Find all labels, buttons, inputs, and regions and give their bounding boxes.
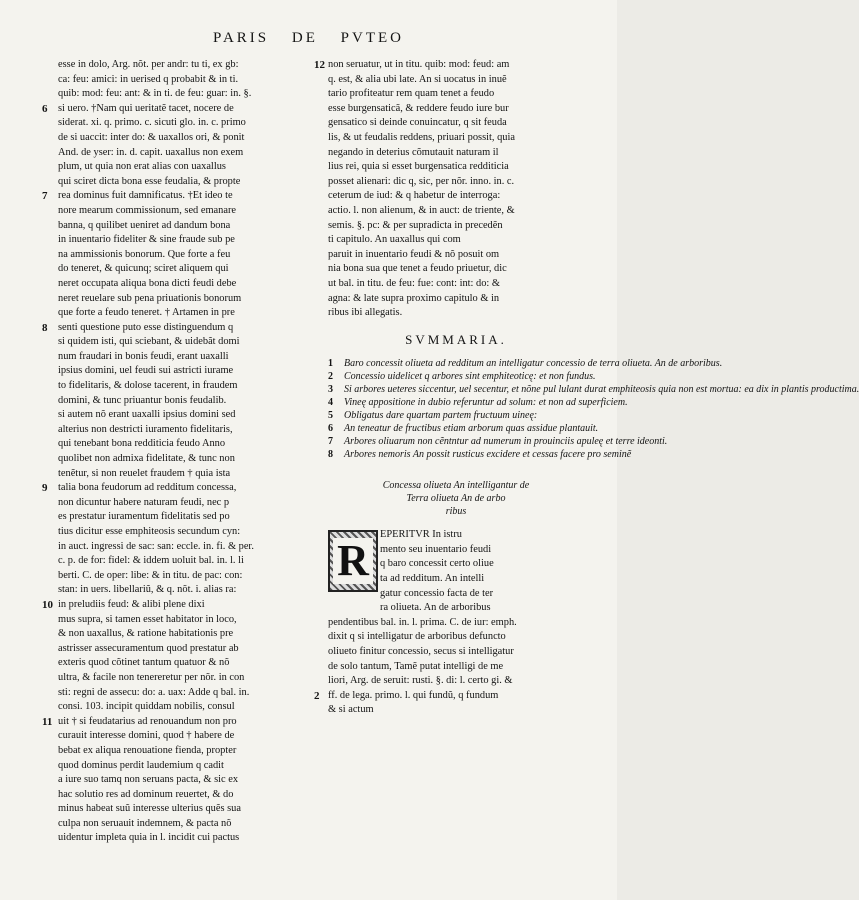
text-line xyxy=(58,146,310,161)
margin-number: 12 xyxy=(314,59,325,71)
line-text: semis. §. pc: & per supradicta in precedẽn xyxy=(328,219,503,231)
line-text: stan: in uers. libellariũ, & q. nõt. i. alias ra: xyxy=(58,584,237,596)
text-line xyxy=(328,116,584,131)
summary-item xyxy=(328,409,584,422)
text-line xyxy=(58,219,310,234)
text-line xyxy=(328,87,584,102)
margin-number: 8 xyxy=(42,321,48,334)
summary-text: Arbores nemoris An possit rusticus excidere et cessas facere pro seminẽ xyxy=(344,449,632,461)
left-column xyxy=(42,58,310,846)
line-text: rea dominus fuit damnificatus. †Et ideo te xyxy=(58,190,233,202)
line-text: qui sciret dicta bona esse feudalia, & propte xyxy=(58,175,241,187)
line-text: pendentibus bal. in. l. prima. C. de iur: emph. xyxy=(328,616,517,628)
line-text: liori, Arg. de seruit: rusti. §. di: l. certo gi. & xyxy=(328,675,513,687)
text-line xyxy=(58,131,310,146)
text-line xyxy=(58,350,310,365)
text-line xyxy=(314,689,584,704)
text-line xyxy=(42,481,310,496)
line-text: to fidelitaris, & dolose tacerent, in fraudem xyxy=(58,380,238,392)
line-text: minus habeat suũ interesse ulterius quẽs sua xyxy=(58,803,241,815)
line-text: ipsius domini, uel feudi sui astricti iurame xyxy=(58,365,234,377)
line-text: & non uaxallus, & ratione habitationis pre xyxy=(58,628,234,640)
line-text: talia bona feudorum ad redditum concessa, xyxy=(58,482,237,494)
text-line xyxy=(42,715,310,730)
line-text: bebat ex aliqua renouatione fienda, propter xyxy=(58,744,237,756)
line-text: uit † si feudatarius ad renouandum non pro xyxy=(58,715,237,727)
summary-item xyxy=(328,396,628,409)
line-text: esse burgensaticã, & reddere feudo iure bur xyxy=(328,102,509,114)
text-line xyxy=(58,437,310,452)
line-text: ceterum de iud: & q habetur de interroga: xyxy=(328,190,501,202)
line-text: es prestatur iuramentum fidelitatis sed po xyxy=(58,511,230,523)
text-line xyxy=(42,189,310,204)
summaria-list xyxy=(328,357,859,461)
summary-number: 6 xyxy=(328,423,333,435)
line-text: ut bal. in titu. de feu: fue: cont: int: do: & xyxy=(328,277,500,289)
line-text: quib: mod: feu: ant: & in ti. de feu: guar: in. §. xyxy=(58,88,252,100)
line-text: siderat. xi. q. primo. c. sicuti glo. in. c. primo xyxy=(58,117,246,129)
chapter-heading-line: Terra oliueta An de arbo xyxy=(406,493,506,505)
opening-line: q baro concessit certo oliue xyxy=(380,558,494,570)
text-line xyxy=(58,452,310,467)
text-line xyxy=(328,73,584,88)
text-line xyxy=(328,131,584,146)
text-line xyxy=(328,660,584,675)
line-text: tius dicitur esse emphiteosis secundum cyn: xyxy=(58,526,241,537)
line-text: esse in dolo, Arg. nõt. per andr: tu ti, ex gb: xyxy=(58,59,239,70)
summary-text: Arbores oliuarum non cẽntntur ad numerum in prouinciis apuleę et terre ideonti. xyxy=(344,436,668,448)
running-header xyxy=(0,30,617,47)
text-line xyxy=(58,379,310,394)
chapter-heading-line: ribus xyxy=(445,506,467,518)
line-text: in inuentario fideliter & sine fraude sub pe xyxy=(58,234,235,246)
line-text: ti capitulo. An uaxallus qui com xyxy=(328,234,461,246)
summary-item xyxy=(328,422,599,435)
text-line xyxy=(58,116,310,131)
initial-letter: R xyxy=(333,538,373,584)
line-text: gensatico si deinde conuincatur, q sit feuda xyxy=(328,117,507,129)
line-text: domini, & tunc priuantur bonis feudalib. xyxy=(58,394,227,406)
line-text: in auct. ingressi de sac: san: eccle. in. fi. & per. xyxy=(58,540,254,552)
text-line xyxy=(58,656,310,671)
text-line xyxy=(58,759,310,774)
text-line xyxy=(328,233,584,248)
text-line xyxy=(58,583,310,598)
line-text: ribus ibi allegatis. xyxy=(328,307,403,319)
line-text: negando in deterius cõmutauit naturam il xyxy=(328,146,499,158)
text-line xyxy=(328,204,584,219)
line-text: oliueto finitur concessio, secus si intelligatur xyxy=(328,646,514,658)
text-line xyxy=(58,73,310,88)
line-text: na ammissionis bonorum. Que forte a feu xyxy=(58,248,231,260)
chapter-heading xyxy=(328,479,584,518)
line-text: & si actum xyxy=(328,704,374,716)
text-line xyxy=(328,645,584,660)
text-line xyxy=(314,58,584,73)
text-line xyxy=(58,802,310,817)
text-line xyxy=(58,408,310,423)
line-text: tenẽtur, si non reuelet fraudem † quia ista xyxy=(58,467,231,479)
line-text: neret reuelare sub pena priuationis bonorum xyxy=(58,292,242,304)
summary-text: Concessio uidelicet q arbores sint emphiteoticę: et non fundus. xyxy=(344,371,596,383)
text-line xyxy=(328,146,584,161)
text-line xyxy=(58,277,310,292)
line-text: lius rei, quia si esset burgensatica redditicia xyxy=(328,161,509,173)
line-text: neret occupata aliqua bona dicti feudi debe xyxy=(58,277,237,289)
summary-item xyxy=(328,370,596,383)
margin-number: 7 xyxy=(42,190,48,203)
line-text: agna: & late supra proximo capitulo & in xyxy=(328,292,500,304)
summary-text: An teneatur de fructibus etiam arborum quas assidue plantauit. xyxy=(344,423,599,435)
line-text: ca: feu: amici: in uerised q probabit & in ti. xyxy=(58,73,239,85)
line-text: berti. C. de oper: libe: & in titu. de pac: con: xyxy=(58,569,243,581)
text-line xyxy=(328,175,584,190)
text-line xyxy=(58,510,310,525)
line-text: quolibet non admixa fidelitate, & tunc non xyxy=(58,453,235,465)
line-text: uidentur impleta quia in l. incidit cui pactus xyxy=(58,832,240,844)
text-line xyxy=(58,773,310,788)
text-line xyxy=(58,335,310,350)
text-line xyxy=(58,394,310,409)
line-text: actio. l. non alienum, & in auct: de triente, & xyxy=(328,204,515,216)
line-text: banna, q quilibet ueniret ad dandum bona xyxy=(58,219,231,231)
text-line xyxy=(58,262,310,277)
line-text: plum, ut quia non erat alias con uaxallus xyxy=(58,161,226,173)
text-line xyxy=(328,189,584,204)
text-line xyxy=(58,175,310,190)
summary-number: 8 xyxy=(328,449,333,461)
text-line xyxy=(328,630,584,645)
summary-item xyxy=(328,383,859,396)
header-center: DE xyxy=(291,30,318,46)
line-text: non dicuntur habere naturam feudi, nec p xyxy=(58,496,230,508)
text-line xyxy=(328,160,584,175)
text-line xyxy=(328,306,584,321)
line-text: hac solutio res ad dominum reuertet, & do xyxy=(58,788,234,800)
text-line xyxy=(58,671,310,686)
line-text: tario profiteatur rem quam tenet a feudo xyxy=(328,88,495,100)
line-text: q. est, & alia ubi late. An si uocatus in inuẽ xyxy=(328,73,507,85)
margin-number: 2 xyxy=(314,689,320,702)
summary-item xyxy=(328,435,668,448)
margin-number: 10 xyxy=(42,598,53,611)
text-line xyxy=(328,262,584,277)
chapter-opening xyxy=(314,528,584,718)
text-line xyxy=(58,160,310,175)
line-text: dixit q si intelligatur de arboribus defuncto xyxy=(328,631,506,643)
margin-number: 11 xyxy=(42,715,53,728)
line-text: astrisser assecuramentum quod prestatur ab xyxy=(58,642,239,654)
text-line xyxy=(58,306,310,321)
text-line xyxy=(58,525,310,540)
text-line xyxy=(328,292,584,307)
text-line xyxy=(58,569,310,584)
summaria-title: SVMMARIA. xyxy=(405,331,507,347)
line-text: quod dominus perdit laudemium q cadit xyxy=(58,759,224,771)
text-line xyxy=(58,831,310,846)
text-line xyxy=(58,642,310,657)
opening-line: ta ad redditum. An intelli xyxy=(380,573,485,585)
opening-line: ra oliueta. An de arboribus xyxy=(380,602,491,614)
text-line xyxy=(58,496,310,511)
opening-line: gatur concessio facta de ter xyxy=(380,587,494,599)
line-text: que forte a feudo teneret. † Artamen in pre xyxy=(58,307,235,319)
line-text: culpa non seruauit indemnem, & pacta nõ xyxy=(58,817,232,829)
summary-text: Vineę appositione in dubio referuntur ad solum: et non ad superficiem. xyxy=(344,397,628,409)
text-line xyxy=(42,102,310,117)
line-text: si autem nõ erant uaxalli ipsius domini sed xyxy=(58,409,236,421)
summary-text: Si arbores ueteres siccentur, uel secentur, et nõne pul lulant durat emphiteosis quia non est mortua: ea dix in plantis productima. xyxy=(344,384,859,396)
text-line xyxy=(58,467,310,482)
opening-line: mento seu inuentario feudi xyxy=(380,543,492,555)
line-text: non seruatur, ut in titu. quib: mod: feud: am xyxy=(328,59,510,70)
text-line xyxy=(42,321,310,336)
text-line xyxy=(58,613,310,628)
text-line xyxy=(328,703,584,718)
line-text: ff. de lega. primo. l. qui fundũ, q fundum xyxy=(328,689,499,701)
summary-number: 1 xyxy=(328,358,333,370)
line-text: si quidem isti, qui sciebant, & uidebãt domi xyxy=(58,336,240,348)
margin-number: 6 xyxy=(42,102,48,115)
summary-number: 4 xyxy=(328,397,333,409)
text-line xyxy=(58,58,310,73)
line-text: num fraudari in bonis feudi, erant uaxalli xyxy=(58,350,229,362)
text-line xyxy=(328,277,584,292)
text-line xyxy=(58,729,310,744)
header-left: PARIS xyxy=(213,30,270,46)
summary-item xyxy=(328,357,723,370)
text-line xyxy=(58,364,310,379)
decorated-initial xyxy=(328,530,378,592)
text-line xyxy=(58,788,310,803)
line-text: senti questione puto esse distinguendum q xyxy=(58,321,234,333)
text-line xyxy=(58,423,310,438)
text-line xyxy=(328,219,584,234)
opening-line: EPERITVR In istru xyxy=(380,529,462,541)
line-text: sti: regni de assecu: do: a. uax: Adde q bal. in. xyxy=(58,686,250,698)
summary-number: 3 xyxy=(328,384,333,396)
line-text: mus supra, si tamen esset habitator in loco, xyxy=(58,613,237,625)
summary-number: 5 xyxy=(328,410,333,422)
right-column-text xyxy=(314,58,584,321)
text-line xyxy=(328,248,584,263)
line-text: a iure suo tamq non seruans pacta, & sic ex xyxy=(58,774,239,786)
text-line xyxy=(58,700,310,715)
line-text: de solo tantum, Tamẽ putat intelligi de me xyxy=(328,660,504,672)
text-line xyxy=(328,616,584,631)
text-line xyxy=(58,686,310,701)
line-text: lis, & ut feudalis reddens, priuari possit, quia xyxy=(328,131,516,143)
line-text: c. p. de for: fidel: & iddem uoluit bal. in. l. li xyxy=(58,555,244,567)
chapter-heading-line: Concessa oliueta An intelligantur de xyxy=(382,480,530,492)
summary-item xyxy=(328,448,632,461)
header-right: PVTEO xyxy=(340,30,404,46)
line-text: And. de yser: in. d. capit. uaxallus non exem xyxy=(58,146,244,158)
line-text: nore mearum commissionum, sed emanare xyxy=(58,204,237,216)
line-text: in preludiis feud: & alibi plene dixi xyxy=(58,598,205,610)
text-line xyxy=(328,102,584,117)
line-text: ultra, & facile non tenereretur per nõr. in con xyxy=(58,671,245,683)
line-text: curauit interesse domini, quod † habere de xyxy=(58,730,235,742)
text-line xyxy=(58,744,310,759)
line-text: nia bona sua que tenet a feudo priuetur, dic xyxy=(328,263,507,275)
line-text: de si uaccit: inter do: & uaxallos ori, & ponit xyxy=(58,131,245,143)
summary-text: Baro concessit oliueta ad redditum an intelligatur concessio de terra oliueta. An de arboribus. xyxy=(344,358,723,370)
line-text: consi. 103. incipit quiddam nobilis, consul xyxy=(58,701,235,713)
line-text: do teneret, & quicunq; sciret aliquem qui xyxy=(58,263,229,275)
text-line xyxy=(58,540,310,555)
summary-text: Obligatus dare quartam partem fructuum uineę: xyxy=(344,410,538,422)
line-text: paruit in inuentario feudi & nõ posuit om xyxy=(328,248,500,260)
line-text: si uero. †Nam qui ueritatẽ tacet, nocere de xyxy=(58,102,234,114)
summary-number: 7 xyxy=(328,436,333,448)
text-line xyxy=(58,87,310,102)
summary-number: 2 xyxy=(328,371,333,383)
text-line xyxy=(58,554,310,569)
line-text: alterius non destricti iuramento fidelitaris, xyxy=(58,423,233,435)
text-line xyxy=(58,204,310,219)
text-line xyxy=(328,674,584,689)
right-column xyxy=(314,58,859,718)
text-line xyxy=(58,248,310,263)
line-text: qui tenebant bona redditicia feudo Anno xyxy=(58,438,226,450)
text-line xyxy=(58,292,310,307)
text-line xyxy=(58,233,310,248)
text-line xyxy=(58,817,310,832)
text-line xyxy=(58,627,310,642)
text-line xyxy=(42,598,310,613)
margin-number: 9 xyxy=(42,482,48,495)
line-text: posset alienari: dic q, sic, per nõr. inno. in. c. xyxy=(328,175,515,187)
line-text: exteris quod cõtinet tantum quatuor & nõ xyxy=(58,657,230,669)
